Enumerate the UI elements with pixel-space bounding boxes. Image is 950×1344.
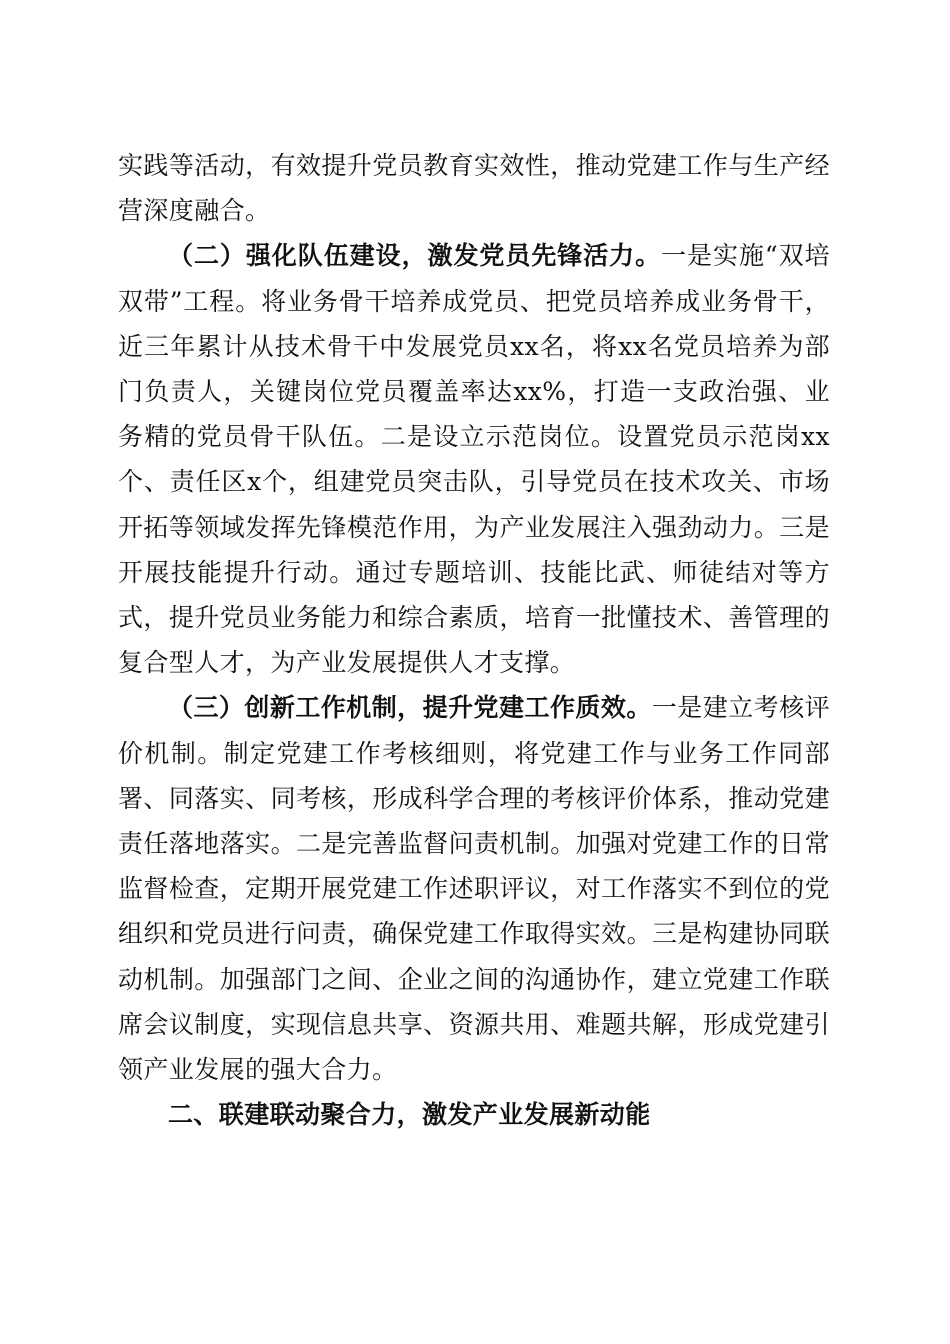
- section-two-subheading: （二）强化队伍建设，激发党员先锋活力。: [168, 241, 662, 271]
- intro-paragraph: 实践等活动，有效提升党员教育实效性，推动党建工作与生产经营深度融合。: [118, 151, 830, 226]
- section-three-subheading: （三）创新工作机制，提升党建工作质效。: [168, 693, 652, 723]
- chapter-two-heading: 二、联建联动聚合力，激发产业发展新动能: [168, 1100, 651, 1130]
- section-three-body: 一是建立考核评价机制。制定党建工作考核细则，将党建工作与业务工作同部署、同落实、同考核，形成科学合理的考核评价体系，推动党建责任落地落实。二是完善监督问责机制。加强对党建工作的日常监督检查，定期开展党建工作述职评议，对工作落实不到位的党组织和党员进行问责，确保党建工作取得实效。三是构建协同联动机制。加强部门之间、企业之间的沟通协作，建立党建工作联席会议制度，实现信息共享、资源共用、难题共解，形成党建引领产业发展的强大合力。: [118, 693, 830, 1085]
- section-two-paragraph: [118, 233, 830, 685]
- document-body: [118, 143, 830, 1137]
- section-three-paragraph: [118, 685, 830, 1092]
- section-two-body: 一是实施“双培双带”工程。将业务骨干培养成党员、把党员培养成业务骨干，近三年累计从技术骨干中发展党员xx名，将xx名党员培养为部门负责人，关键岗位党员覆盖率达xx%，打造一支政治强、业务精的党员骨干队伍。二是设立示范岗位。设置党员示范岗xx个、责任区x个，组建党员突击队，引导党员在技术攻关、市场开拓等领域发挥先锋模范作用，为产业发展注入强劲动力。三是开展技能提升行动。通过专题培训、技能比武、师徒结对等方式，提升党员业务能力和综合素质，培育一批懂技术、善管理的复合型人才，为产业发展提供人才支撑。: [118, 241, 830, 678]
